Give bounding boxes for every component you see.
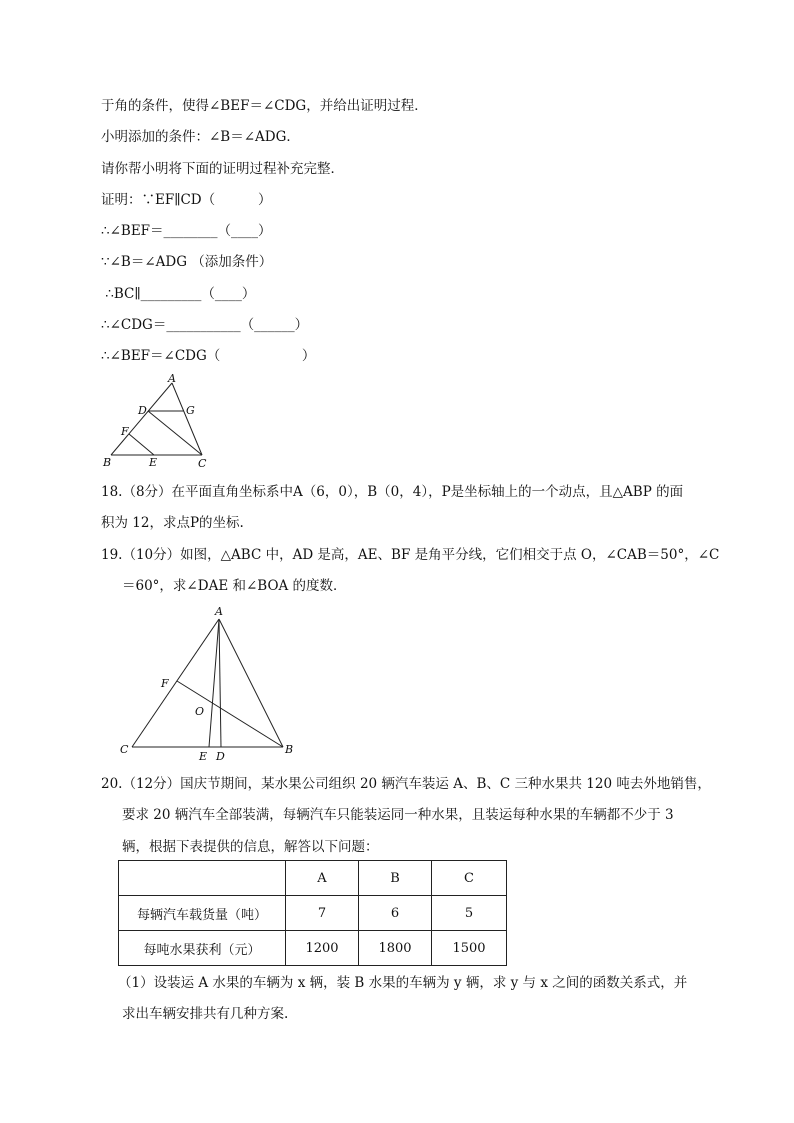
proof-line-5: ∴∠BEF＝________（____） <box>101 223 272 239</box>
q18-line-2: 积为 12，求点P的坐标. <box>101 515 244 531</box>
fruit-data-table <box>118 860 507 966</box>
sub1-line-2: 求出车辆安排共有几种方案. <box>122 1006 289 1022</box>
proof-line-7: ∴BC∥_________（____） <box>101 286 256 302</box>
sub1-line-1: （1）设装运 A 水果的车辆为 x 辆，装 B 水果的车辆为 y 辆，求 y 与 x 之间的函数关系式，并 <box>118 975 688 991</box>
triangle-figure-1 <box>98 372 218 472</box>
fig2-label-a: A <box>215 605 223 618</box>
table-cell: 每辆汽车载货量（吨） <box>119 896 286 931</box>
proof-line-8: ∴∠CDG＝___________（______） <box>101 317 309 333</box>
table-cell: 6 <box>359 896 432 931</box>
fig1-label-e: E <box>149 456 158 469</box>
table-cell: 1500 <box>432 931 507 966</box>
fig1-label-b: B <box>103 456 112 469</box>
table-cell: 1800 <box>359 931 432 966</box>
fig2-label-f: F <box>161 677 169 690</box>
proof-line-6: ∵∠B＝∠ADG （添加条件） <box>101 254 273 270</box>
fig2-label-b: B <box>285 743 294 756</box>
fig1-label-a: A <box>168 372 176 385</box>
q20-line-3: 辆，根据下表提供的信息，解答以下问题： <box>122 839 379 855</box>
fig2-label-e: E <box>199 750 208 763</box>
fig1-label-g: G <box>186 404 195 417</box>
table-header-cell: A <box>286 861 359 896</box>
table-row <box>119 931 507 966</box>
fig2-label-c: C <box>120 743 129 756</box>
proof-line-4: 证明：∵EF∥CD（ ） <box>101 192 272 208</box>
table-header-row <box>119 861 507 896</box>
q19-line-2: ＝60°，求∠DAE 和∠BOA 的度数． <box>122 578 347 594</box>
fig1-label-f: F <box>121 425 129 438</box>
q20-line-1: 20.（12分）国庆节期间，某水果公司组织 20 辆汽车装运 A、B、C 三种水果共 120 吨去外地销售， <box>101 776 711 792</box>
fig2-label-d: D <box>216 750 225 763</box>
proof-line-2: 小明添加的条件：∠B＝∠ADG． <box>101 129 300 145</box>
proof-line-3: 请你帮小明将下面的证明过程补充完整． <box>101 161 344 177</box>
proof-line-9: ∴∠BEF＝∠CDG（ ） <box>101 348 316 364</box>
fig2-label-o: O <box>195 705 205 718</box>
triangle-figure-2 <box>115 603 300 765</box>
table-header-cell <box>119 861 286 896</box>
table-cell: 1200 <box>286 931 359 966</box>
proof-line-1: 于角的条件，使得∠BEF＝∠CDG，并给出证明过程． <box>101 98 428 114</box>
table-header-cell: B <box>359 861 432 896</box>
q18-line-1: 18.（8分）在平面直角坐标系中A（6，0），B（0，4），P是坐标轴上的一个动点，且△ABP 的面 <box>101 484 684 500</box>
table-cell: 7 <box>286 896 359 931</box>
table-header-cell: C <box>432 861 507 896</box>
table-row <box>119 896 507 931</box>
table-cell: 5 <box>432 896 507 931</box>
q19-line-1: 19.（10分）如图，△ABC 中，AD 是高，AE、BF 是角平分线，它们相交于点 O，∠CAB＝50°，∠C <box>101 547 720 563</box>
fig1-label-d: D <box>138 404 147 417</box>
table-cell: 每吨水果获利（元） <box>119 931 286 966</box>
q20-line-2: 要求 20 辆汽车全部装满，每辆汽车只能装运同一种水果，且装运每种水果的车辆都不少于 3 <box>122 807 674 823</box>
fig1-label-c: C <box>198 457 207 470</box>
